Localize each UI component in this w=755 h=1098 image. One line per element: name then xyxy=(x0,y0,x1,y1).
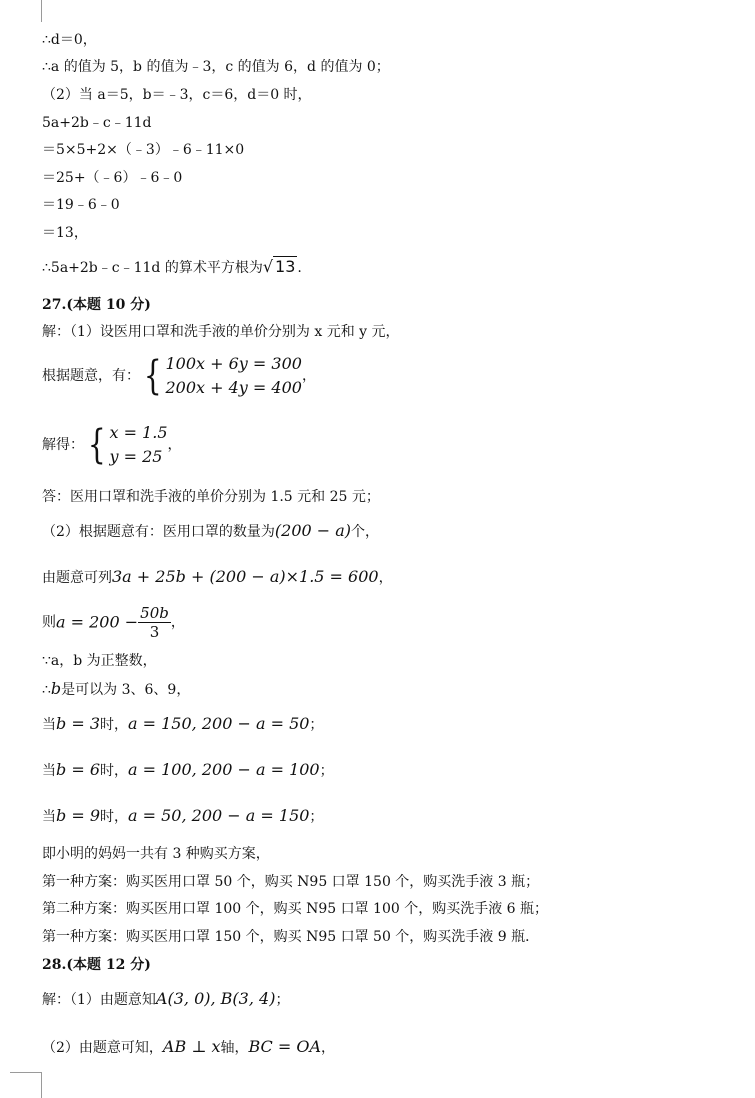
line-text: ∴ xyxy=(42,682,51,698)
line-text: 时， xyxy=(100,763,128,779)
text-line: 第一种方案：购买医用口罩 50 个，购买 N95 口罩 150 个，购买洗手液 3 瓶； xyxy=(42,874,540,890)
line-text: 解得： xyxy=(42,437,84,453)
text-line-math xyxy=(42,990,289,1009)
math-expression: 3a + 25b + (200 − a)×1.5 = 600 xyxy=(112,567,379,586)
math-expression: AB ⊥ x xyxy=(162,1037,221,1056)
line-text: （2）根据题意有：医用口罩的数量为 xyxy=(42,524,275,540)
case-line xyxy=(42,807,323,826)
line-text: ， xyxy=(321,1040,336,1056)
line-text: ； xyxy=(319,763,334,779)
equation: 100x + 6y = 300 xyxy=(165,354,302,373)
line-text: 个， xyxy=(351,524,380,540)
line-text: 由题意可列 xyxy=(42,570,112,586)
text-line: （2）当 a＝5，b＝﹣3，c＝6，d＝0 时， xyxy=(42,87,312,103)
math-result: a = 100, 200 − a = 100 xyxy=(128,760,320,779)
math-expression: A(3, 0), B(3, 4) xyxy=(155,989,276,1008)
line-text: ， xyxy=(167,437,182,453)
text-line: ∴d＝0， xyxy=(42,32,97,48)
brace-icon: { xyxy=(87,422,106,468)
line-text: ， xyxy=(170,614,185,631)
line-text: 当 xyxy=(42,809,56,825)
line-text: 是可以为 3、6、9， xyxy=(61,682,191,698)
math-result: a = 50, 200 − a = 150 xyxy=(128,806,310,825)
math-condition: b = 9 xyxy=(56,806,100,825)
equation-system-line xyxy=(42,352,316,400)
math-expression: BC = OA xyxy=(248,1037,322,1056)
fraction-line xyxy=(42,604,185,641)
line-text: ∴5a+2b﹣c﹣11d 的算术平方根为 xyxy=(42,260,263,276)
line-text: ， xyxy=(378,570,393,586)
case-line xyxy=(42,761,334,780)
line-text: （2）由题意可知， xyxy=(42,1040,163,1056)
text-line: 第一种方案：购买医用口罩 150 个，购买 N95 口罩 50 个，购买洗手液 9 瓶． xyxy=(42,929,540,945)
sqrt-expression: √ 13 xyxy=(262,257,296,276)
page-corner-mark-bottom-h xyxy=(10,1072,41,1073)
text-line: ＝5×5+2×（﹣3）﹣6﹣11×0 xyxy=(42,142,245,158)
line-text: 时， xyxy=(100,717,128,733)
math-variable: b xyxy=(50,679,62,698)
text-line: ＝13， xyxy=(42,225,88,241)
line-text: ， xyxy=(301,368,316,384)
fraction-numerator: 50b xyxy=(140,604,169,622)
equation: y = 25 xyxy=(109,447,163,466)
equation-system xyxy=(165,352,301,400)
page-corner-mark-bottom-v xyxy=(41,1072,42,1098)
text-line-sqrt xyxy=(42,258,302,277)
text-line: ＝19﹣6﹣0 xyxy=(42,197,120,213)
text-line-math xyxy=(42,522,379,541)
line-text: 轴， xyxy=(220,1040,249,1056)
line-text: . xyxy=(297,260,302,276)
page-corner-mark-top xyxy=(41,0,42,22)
math-condition: b = 6 xyxy=(56,760,100,779)
question-heading: 28.(本题 12 分) xyxy=(42,957,151,973)
math-expression: (200 − a) xyxy=(274,521,352,540)
text-line: ∵a，b 为正整数， xyxy=(42,653,157,669)
question-heading: 27.(本题 10 分) xyxy=(42,297,151,313)
text-line: ∴a 的值为 5，b 的值为﹣3，c 的值为 6，d 的值为 0； xyxy=(42,59,390,75)
text-line: 第二种方案：购买医用口罩 100 个，购买 N95 口罩 100 个，购买洗手液 6 瓶； xyxy=(42,901,549,917)
fraction xyxy=(138,604,171,641)
text-line: 答：医用口罩和洗手液的单价分别为 1.5 元和 25 元； xyxy=(42,489,380,505)
line-text: 时， xyxy=(100,809,128,825)
text-line: 解：（1）设医用口罩和洗手液的单价分别为 x 元和 y 元， xyxy=(42,324,400,340)
equation: 200x + 4y = 400 xyxy=(165,378,302,397)
math-condition: b = 3 xyxy=(56,714,100,733)
brace-icon: { xyxy=(143,353,162,399)
text-line: 即小明的妈妈一共有 3 种购买方案， xyxy=(42,846,270,862)
radicand: 13 xyxy=(275,257,296,276)
case-line xyxy=(42,715,323,734)
fraction-denominator: 3 xyxy=(149,623,160,641)
text-line: ＝25+（﹣6）﹣6﹣0 xyxy=(42,170,183,186)
solution-system-line xyxy=(42,421,182,469)
line-text: ； xyxy=(309,809,324,825)
line-text: 则 xyxy=(42,614,56,631)
solution-system xyxy=(109,421,167,469)
line-text: 解：（1）由题意知 xyxy=(42,992,156,1008)
text-line-math xyxy=(42,1038,335,1057)
line-text: ； xyxy=(309,717,324,733)
equation: x = 1.5 xyxy=(109,423,168,442)
text-line: 5a+2b﹣c﹣11d xyxy=(42,115,152,131)
line-text: ； xyxy=(275,992,290,1008)
text-line-math xyxy=(42,568,393,587)
line-text: 根据题意，有： xyxy=(42,368,140,384)
line-text: 当 xyxy=(42,763,56,779)
math-expression: a = 200 − xyxy=(56,612,139,632)
text-line-math xyxy=(42,680,190,699)
line-text: 当 xyxy=(42,717,56,733)
math-result: a = 150, 200 − a = 50 xyxy=(128,714,310,733)
